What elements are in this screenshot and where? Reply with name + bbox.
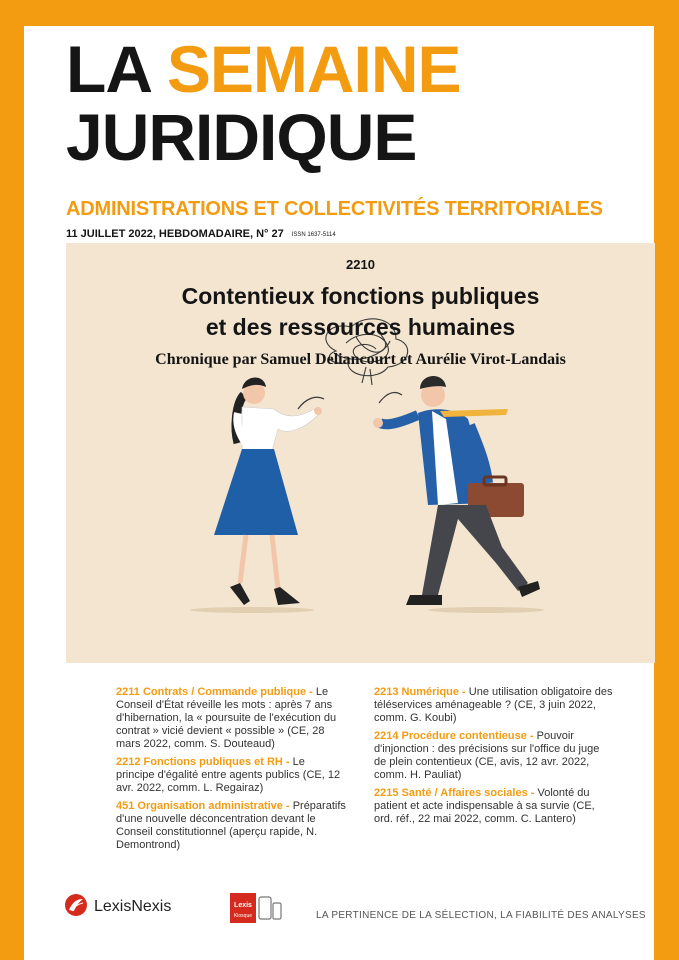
summary-entry[interactable] (116, 686, 346, 751)
entry-number: 2213 (374, 686, 399, 698)
summary-entry[interactable] (374, 686, 614, 725)
lexisnexis-logo-icon (64, 893, 88, 917)
entry-number: 2211 (116, 686, 140, 698)
man-figure (373, 376, 540, 605)
feature-byline: Chronique par Samuel Deliancourt et Aurélie Virot-Landais (155, 351, 566, 368)
entry-category: Organisation administrative - (137, 800, 290, 812)
summary-column-right (374, 686, 614, 831)
entry-text: Une utilisation obligatoire des téléservices aménageable ? (CE, 3 juin 2022, comm. G. Koubi) (374, 686, 613, 724)
lexis-kiosque-icon (230, 893, 282, 923)
entry-text: Volonté du patient et acte indispensable à sa survie (CE, ord. réf., 22 mai 2022, comm. C. Lantero) (374, 787, 595, 825)
masthead-juridique: JURIDIQUE (66, 100, 417, 174)
summary-entry[interactable] (374, 787, 614, 826)
feature-title-line-1: Contentieux fonctions publiques (181, 283, 540, 309)
masthead-line-1 (66, 32, 461, 106)
masthead-semaine: SEMAINE (166, 32, 461, 106)
feature-title (66, 281, 655, 343)
footer-slogan: LA PERTINENCE DE LA SÉLECTION, LA FIABILITÉ DES ANALYSES (316, 910, 646, 921)
entry-category: Santé / Affaires sociales - (401, 787, 535, 799)
entry-text: Le Conseil d'État réveille les mots : après 7 ans d'hibernation, la « poursuite de l'exécution du contrat » vicié devient « possible » (CE, 28 mars 2022, comm. S. Douteaud) (116, 686, 337, 750)
kiosque-bottom-label: Kiosque (233, 913, 253, 919)
publisher-name: LexisNexis (94, 898, 172, 915)
entry-text: Préparatifs d'une nouvelle déconcentration devant le Conseil constitutionnel (aperçu rapide, N. Demontrond) (116, 800, 346, 851)
entry-number: 2214 (374, 730, 399, 742)
masthead-la: LA (66, 32, 150, 106)
entry-category: Numérique - (401, 686, 466, 698)
summary-entry[interactable] (116, 756, 346, 795)
entry-category: Fonctions publiques et RH - (143, 756, 290, 768)
entry-text: Pouvoir d'injonction : des précisions sur l'office du juge de plein contentieux (CE, avis, 12 avr. 2022, comm. H. Pauliat) (374, 730, 600, 781)
entry-category: Procédure contentieuse - (401, 730, 534, 742)
summary-column-left (116, 686, 346, 857)
feature-panel (66, 243, 655, 663)
summary-entry[interactable] (374, 730, 614, 782)
woman-figure (214, 377, 322, 605)
issn: ISSN 1637-5114 (291, 232, 336, 238)
feature-title-line-2: et des ressources humaines (205, 314, 516, 340)
entry-category: Contrats / Commande publique - (142, 686, 313, 698)
entry-number: 451 (116, 800, 135, 812)
dateline (66, 228, 336, 240)
feature-number: 2210 (346, 257, 375, 272)
edition-subtitle: ADMINISTRATIONS ET COLLECTIVITÉS TERRITORIALES (66, 198, 603, 220)
kiosque-top-label: Lexis (234, 902, 252, 909)
entry-number: 2215 (374, 787, 399, 799)
entry-number: 2212 (116, 756, 141, 768)
entry-text: Le principe d'égalité entre agents publics (CE, 12 avr. 2022, comm. L. Regairaz) (116, 756, 341, 794)
summary-entry[interactable] (116, 800, 346, 852)
issue-date: 11 JUILLET 2022, HEBDOMADAIRE, N° 27 (66, 228, 284, 240)
